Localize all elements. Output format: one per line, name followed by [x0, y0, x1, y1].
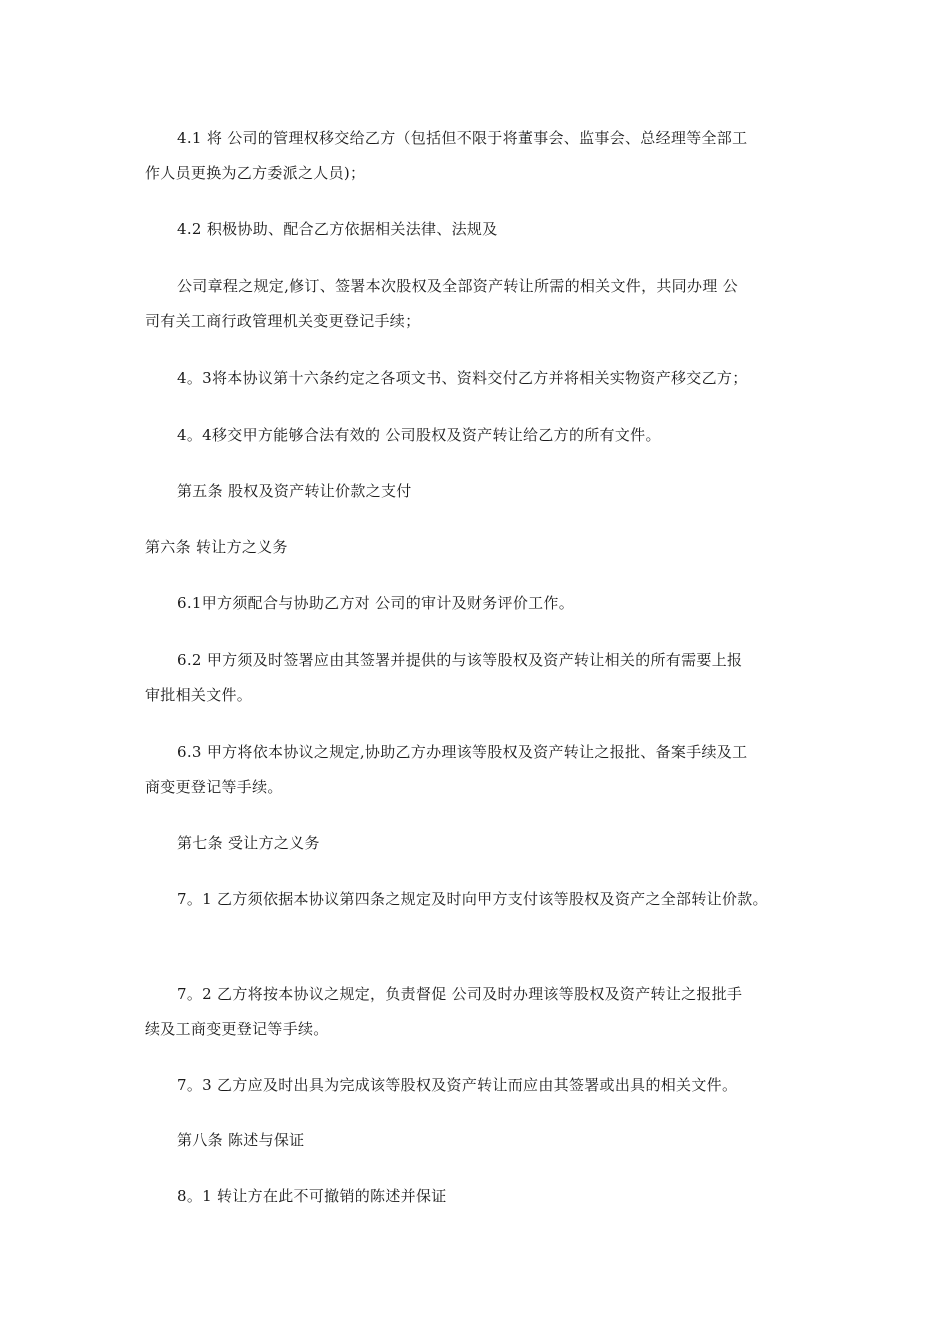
clause-4-1-line-2: 作人员更换为乙方委派之人员)；: [145, 164, 366, 182]
article-8-heading: 第八条 陈述与保证: [177, 1131, 305, 1149]
clause-4-2-line-3: 司有关工商行政管理机关变更登记手续；: [145, 312, 421, 330]
clause-7-2-line-2: 续及工商变更登记等手续。: [145, 1020, 329, 1038]
article-6-heading: 第六条 转让方之义务: [145, 538, 288, 556]
clause-6-3-line-2: 商变更登记等手续。: [145, 778, 283, 796]
clause-4-2-line-2: 公司章程之规定,修订、签署本次股权及全部资产转让所需的相关文件，共同办理 公: [177, 277, 738, 295]
clause-7-3: 7。3 乙方应及时出具为完成该等股权及资产转让而应由其签署或出具的相关文件。: [177, 1076, 738, 1094]
clause-6-1: 6.1甲方须配合与协助乙方对 公司的审计及财务评价工作。: [177, 594, 575, 612]
clause-4-4: 4。4移交甲方能够合法有效的 公司股权及资产转让给乙方的所有文件。: [177, 426, 661, 444]
clause-8-1: 8。1 转让方在此不可撤销的陈述并保证: [177, 1187, 447, 1205]
clause-7-1: 7。1 乙方须依据本协议第四条之规定及时向甲方支付该等股权及资产之全部转让价款。: [177, 890, 768, 908]
clause-6-3-line-1: 6.3 甲方将依本协议之规定,协助乙方办理该等股权及资产转让之报批、备案手续及工: [177, 743, 748, 761]
clause-7-2-line-1: 7。2 乙方将按本协议之规定，负责督促 公司及时办理该等股权及资产转让之报批手: [177, 985, 743, 1003]
clause-4-2-line-1: 4.2 积极协助、配合乙方依据相关法律、法规及: [177, 220, 498, 238]
clause-6-2-line-2: 审批相关文件。: [145, 686, 253, 704]
clause-4-3: 4。3将本协议第十六条约定之各项文书、资料交付乙方并将相关实物资产移交乙方；: [177, 369, 748, 387]
clause-4-1-line-1: 4.1 将 公司的管理权移交给乙方（包括但不限于将董事会、监事会、总经理等全部工: [177, 129, 748, 147]
article-7-heading: 第七条 受让方之义务: [177, 834, 320, 852]
article-5-heading: 第五条 股权及资产转让价款之支付: [177, 482, 412, 500]
clause-6-2-line-1: 6.2 甲方须及时签署应由其签署并提供的与该等股权及资产转让相关的所有需要上报: [177, 651, 743, 669]
